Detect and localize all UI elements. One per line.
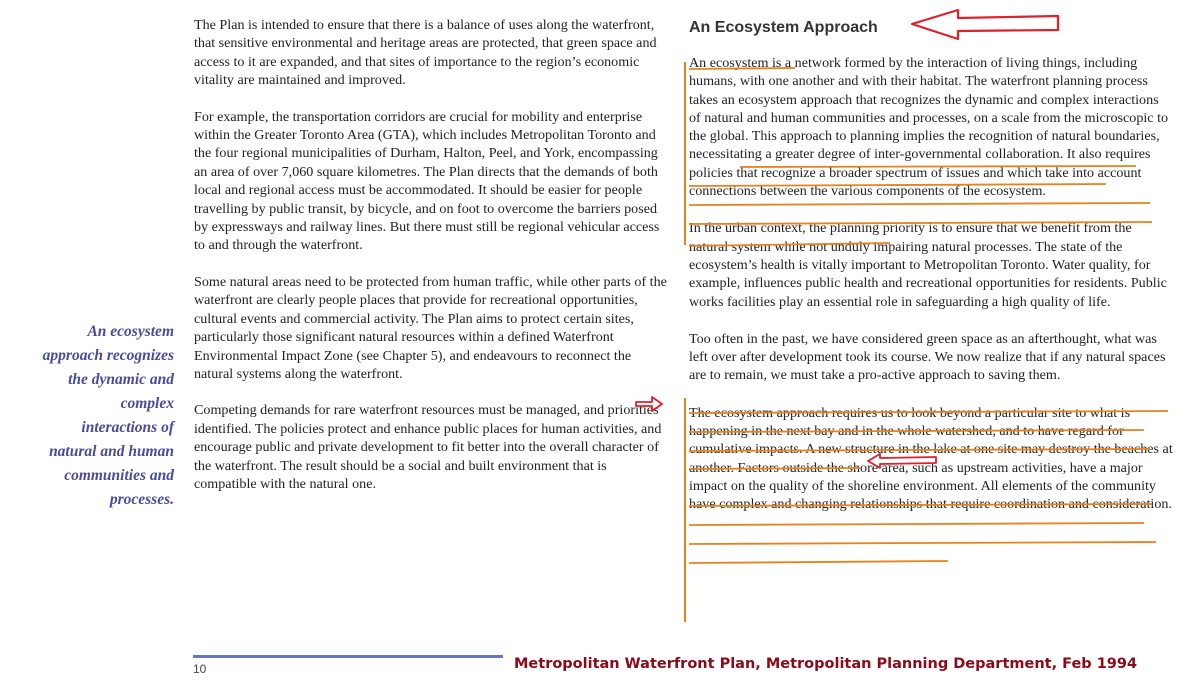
sidebar-line: processes. [109,491,174,508]
right-paragraph-1: An ecosystem is a network formed by the interaction of living things, including humans, with one another and with their habitat. The waterfront planning process takes an ecosystem approach that recognizes the dynamic and complex interactions of natural and human communities and processes, on a scale from the microscopic to the global. This approach to planning implies the recognition of natural boundaries, necessitating a greater degree of inter-governmental collaboration. It also requires policies that recognize a broader spectrum of issues and which take into account connections between the various components of the ecosystem. [689,55,1169,200]
source-caption: Metropolitan Waterfront Plan, Metropolitan Planning Department, Feb 1994 [514,656,1138,672]
right-column [689,16,1173,533]
left-paragraph-2: For example, the transportation corridors are crucial for mobility and enterprise within the Greater Toronto Area (GTA), which includes Metropolitan Toronto and the four regional municipalities of Durham, Halton, Peel, and York, encompassing an area of over 7,060 square kilometres. The Plan directs that the demands of both local and regional access must be accommodated. It should be easier for people travelling by public transit, by bicycle, and on foot to overcome the barriers posed by expressways and railway lines. But there must still be regional vehicular access to and through the waterfront. [194,108,660,254]
footer-rule [193,655,503,658]
sidebar-line: interactions of [81,419,174,436]
sidebar-line: natural and human [49,443,174,460]
right-paragraph-3: Too often in the past, we have considered green space as an afterthought, what was left over after development took its course. We now realize that if any natural spaces are to remain, we must take a pro-active approach to saving them. [689,330,1166,384]
sidebar-pull-quote [8,320,174,512]
sidebar-line: approach recognizes [42,347,174,364]
left-paragraph-4: Competing demands for rare waterfront resources must be managed, and priorities identified. The policies protect and enhance public places for human activities, and encourage public and private development to fit better into the overall character of the waterfront. The result should be a social and built environment that is compatible with the natural one. [194,402,662,492]
sidebar-line: the dynamic and [68,371,174,388]
right-paragraph-4: The ecosystem approach requires us to look beyond a particular site to what is happening in the next bay and in the whole watershed, and to have regard for cumulative impacts. A new structure in the lake at one site may destroy the beaches at another. Factors outside the shore area, such as upstream activities, have a major impact on the quality of the shoreline environment. All elements of the community have complex and changing relationships that require coordination and consideration. [689,404,1173,513]
sidebar-line: An ecosystem [87,323,174,340]
sidebar-line: communities and [64,467,174,484]
left-paragraph-1: The Plan is intended to ensure that there is a balance of uses along the waterfront, that sensitive environmental and heritage areas are protected, that green space and access to it are expanded, and that sites of importance to the region’s economic vitality are maintained and improved. [194,17,657,89]
sidebar-line: complex [120,395,174,412]
section-heading: An Ecosystem Approach [689,19,878,36]
left-paragraph-3: Some natural areas need to be protected from human traffic, while other parts of the waterfront are clearly people places that provide for recreational opportunities, cultural events and commercial activity. The Plan aims to protect certain sites, particularly those significant natural resources within a defined Waterfront Environmental Impact Zone (see Chapter 5), and endeavours to reconnect the natural systems along the waterfront. [194,273,667,382]
left-column [194,16,670,511]
right-paragraph-2: In the urban context, the planning priority is to ensure that we benefit from the natural system while not unduly impairing natural processes. The state of the ecosystem’s health is vitally important to Metropolitan Toronto. Water quality, for example, influences public health and recreational opportunities for residents. Public works facilities play an essential role in safeguarding a high quality of life. [689,220,1167,310]
page-number: 10 [193,662,207,676]
